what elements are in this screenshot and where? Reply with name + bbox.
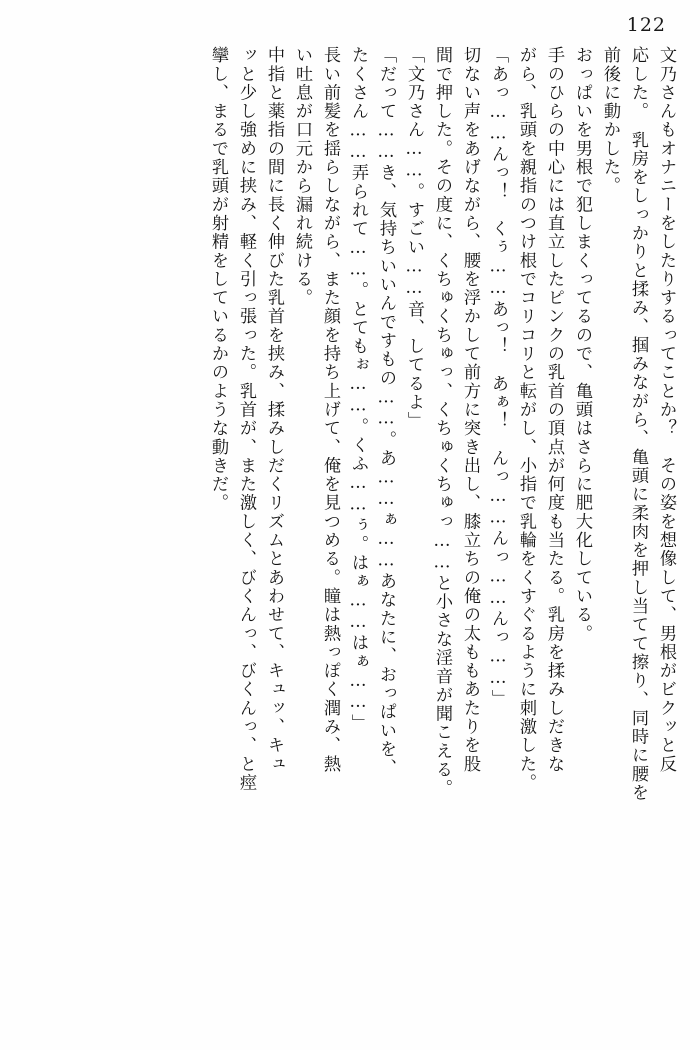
text-column: 文乃さんもオナニーをしたりするってことか？ その姿を想像して、男根がビクッと反 bbox=[656, 46, 676, 774]
text-column: 「文乃さん……。すごい……音、してるよ」 bbox=[404, 46, 424, 431]
text-column: 「だって……き、気持ちいいんですもの……。あ……ぁ……あなたに、おっぱいを、 bbox=[376, 46, 396, 778]
text-column: 前後に動かした。 bbox=[600, 46, 620, 196]
text-column: 「あっ……んっ！ くぅ……あっ！ あぁ！ んっ……んっ……んっ……」 bbox=[488, 46, 508, 709]
text-column: い吐息が口元から漏れ続ける。 bbox=[292, 46, 312, 308]
text-column: 切ない声をあげながら、腰を浮かして前方に突き出し、膝立ちの俺の太ももあたりを股 bbox=[460, 46, 480, 774]
text-column: がら、乳頭を親指のつけ根でコリコリと転がし、小指で乳輪をくすぐるように刺激した。 bbox=[516, 46, 536, 792]
text-column: 間で押した。その度に、くちゅくちゅっ、くちゅくちゅっ……と小さな淫音が聞こえる。 bbox=[432, 46, 452, 798]
text-column: 応した。 乳房をしっかりと揉み、掴みながら、亀頭に柔肉を押し当てて擦り、同時に腰を bbox=[628, 46, 648, 803]
text-column: おっぱいを男根で犯しまくってるので、亀頭はさらに肥大化している。 bbox=[572, 46, 592, 643]
text-column: たくさん……弄られて……。とてもぉ……。くふ……ぅ。はぁ……はぁ……」 bbox=[348, 46, 368, 733]
text-column: 手のひらの中心には直立したピンクの乳首の頂点が何度も当たる。乳房を揉みしだきな bbox=[544, 46, 564, 774]
text-column: 攣し、まるで乳頭が射精をしているかのような動きだ。 bbox=[208, 46, 228, 513]
text-column: 長い前髪を揺らしながら、また顔を持ち上げて、俺を見つめる。瞳は熱っぽく潤み、熱 bbox=[320, 46, 340, 774]
vertical-text-body bbox=[26, 46, 674, 1044]
page-number: 122 bbox=[626, 14, 666, 36]
text-column: 中指と薬指の間に長く伸びた乳首を挟み、揉みしだくリズムとあわせて、キュッ、キュ bbox=[264, 46, 284, 774]
text-column: ッと少し強めに挟み、軽く引っ張った。乳首が、また激しく、びくんっ、びくんっ、と痙 bbox=[236, 46, 256, 792]
